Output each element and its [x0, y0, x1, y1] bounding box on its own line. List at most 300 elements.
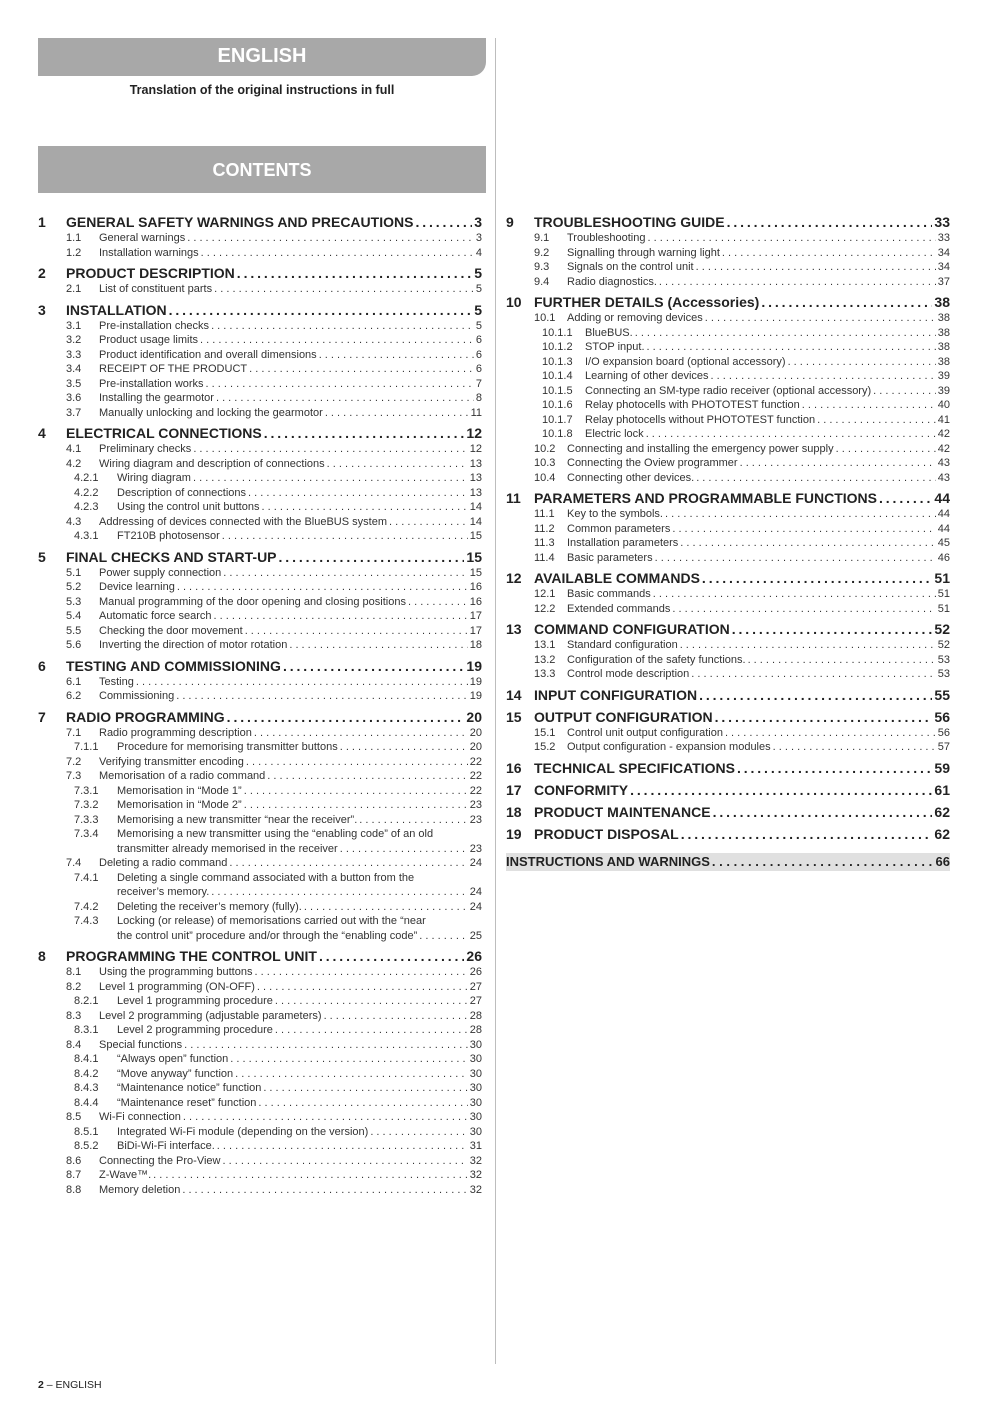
entry-title: Electric lock [585, 428, 644, 440]
toc-entry [38, 1139, 482, 1154]
entry-title: “Maintenance reset” function [117, 1096, 257, 1109]
entry-number: 7.4.1 [74, 871, 99, 884]
entry-title: Manual programming of the door opening and closing positions [99, 595, 406, 608]
section-number: 3 [38, 301, 46, 318]
toc-entry [38, 1067, 482, 1082]
entry-page: 26 [469, 966, 482, 978]
toc-entry [506, 355, 950, 370]
dot-leader [169, 302, 473, 319]
entry-number: 10.1.5 [542, 384, 573, 397]
dot-leader [217, 1139, 468, 1154]
entry-page: 51 [937, 602, 950, 615]
entry-page: 6 [475, 334, 482, 346]
entry-page: 14 [469, 501, 482, 513]
entry-title: Procedure for memorising transmitter buttons [117, 741, 338, 753]
entry-page: 17 [469, 624, 482, 637]
section-title: PARAMETERS AND PROGRAMMABLE FUNCTIONS [534, 490, 877, 506]
section-title: FURTHER DETAILS (Accessories) [534, 294, 760, 310]
toc-entry [38, 675, 482, 690]
toc-entry [506, 638, 950, 653]
toc-entry [506, 369, 950, 384]
entry-title: Connecting and installing the emergency power supply [567, 442, 834, 455]
toc-entry [38, 609, 482, 624]
toc-section [506, 490, 950, 565]
entry-number: 8.4.4 [74, 1096, 99, 1109]
entry-page: 30 [469, 1053, 482, 1065]
entry-title: Radio diagnostics. [567, 275, 657, 288]
entry-title: Memorising a new transmitter using the “enabling code” of an old [117, 828, 434, 840]
toc-entry [506, 246, 950, 261]
toc-entry [506, 726, 950, 741]
entry-number: 10.1.4 [542, 370, 573, 382]
entry-page: 43 [937, 471, 950, 484]
section-page: 44 [934, 490, 950, 506]
entry-title: Z-Wave™. [99, 1169, 152, 1181]
entry-page: 39 [937, 370, 950, 382]
entry-page: 42 [937, 428, 950, 440]
dot-leader [647, 340, 936, 355]
dot-leader [802, 398, 936, 413]
entry-number: 4.2.3 [74, 501, 99, 513]
dot-leader [715, 709, 933, 726]
dot-leader [630, 782, 932, 799]
toc-section-heading [506, 214, 950, 231]
toc-section [506, 570, 950, 616]
dot-leader [696, 260, 936, 275]
entry-page: 11 [470, 406, 482, 419]
entry-page: 15 [469, 566, 482, 579]
toc-section [506, 214, 950, 289]
entry-page: 27 [469, 995, 482, 1007]
entry-page: 13 [469, 472, 482, 484]
dot-leader [223, 566, 467, 581]
entry-page: 13 [469, 486, 482, 499]
toc-entry [506, 653, 950, 668]
toc-entry [506, 384, 950, 399]
toc-entry [38, 740, 482, 755]
dot-leader [691, 667, 935, 682]
entry-title: Verifying transmitter encoding [99, 755, 244, 768]
entry-title: “Maintenance notice” function [117, 1082, 262, 1094]
entry-title: Common parameters [567, 522, 671, 535]
section-number: 9 [506, 214, 514, 230]
toc-section-heading [506, 490, 950, 507]
entry-page: 57 [937, 741, 950, 753]
section-number: 6 [38, 657, 46, 674]
toc-right-column [506, 214, 950, 871]
dot-leader [359, 813, 468, 828]
entry-page: 17 [469, 610, 482, 622]
entry-title: Memorisation in “Mode 2” [117, 799, 242, 811]
entry-title: Basic parameters [567, 551, 653, 564]
entry-title: RECEIPT OF THE PRODUCT [99, 363, 248, 375]
entry-page: 41 [937, 413, 950, 426]
entry-page: 14 [469, 515, 482, 528]
entry-title: Memorisation in “Mode 1” [117, 784, 242, 797]
section-page: 20 [466, 708, 482, 725]
entry-page: 28 [469, 1024, 482, 1036]
entry-title: I/O expansion board (optional accessory) [585, 355, 786, 368]
entry-number: 5.4 [66, 610, 82, 622]
toc-section [506, 826, 950, 843]
toc-entry [38, 231, 482, 246]
footer-language: ENGLISH [55, 1379, 102, 1391]
footer-page-number: 2 [38, 1379, 44, 1391]
entry-page: 51 [937, 588, 950, 600]
section-title: TECHNICAL SPECIFICATIONS [534, 759, 735, 776]
entry-title: “Always open” function [117, 1053, 229, 1065]
section-number: 7 [38, 708, 46, 725]
entry-page: 42 [937, 442, 950, 455]
footer-separator: – [43, 1379, 56, 1391]
entry-title: Installation parameters [567, 537, 679, 549]
dot-leader [740, 456, 936, 471]
entry-page: 30 [469, 1082, 482, 1094]
entry-number: 4.3.1 [74, 530, 99, 542]
toc-entry [38, 471, 482, 486]
entry-title: Output configuration - expansion modules [567, 741, 771, 753]
dot-leader [681, 826, 933, 843]
toc-entry [38, 500, 482, 515]
section-title: PRODUCT DESCRIPTION [66, 265, 235, 281]
toc-entry [38, 1110, 482, 1125]
contents-banner: CONTENTS [38, 146, 486, 193]
dot-leader [267, 769, 467, 784]
entry-page: 31 [469, 1140, 482, 1152]
entry-title: Signals on the control unit [567, 261, 694, 273]
dot-leader [408, 595, 468, 610]
toc-section [506, 621, 950, 682]
column-divider [495, 38, 496, 1364]
entry-page: 45 [937, 537, 950, 549]
entry-number: 8.3 [66, 1009, 82, 1022]
entry-number: 4.1 [66, 443, 82, 455]
entry-title: Manually unlocking and locking the gearmotor [99, 406, 323, 419]
toc-entry [38, 1023, 482, 1038]
entry-number: 5.1 [66, 566, 82, 579]
entry-page: 43 [937, 457, 950, 469]
toc-entry [38, 246, 482, 261]
entry-number: 3.2 [66, 334, 82, 346]
entry-page: 32 [469, 1154, 482, 1167]
dot-leader [184, 1038, 468, 1053]
entry-page: 15 [469, 530, 482, 542]
toc-highlight-entry [506, 853, 950, 871]
entry-number: 8.8 [66, 1183, 82, 1196]
entry-title: Relay photocells with PHOTOTEST function [585, 399, 800, 411]
entry-number: 11.1 [534, 508, 555, 520]
entry-title: BlueBUS. [585, 326, 633, 339]
section-title: FINAL CHECKS AND START-UP [66, 548, 277, 565]
entry-page: 5 [475, 319, 482, 332]
entry-title: FT210B photosensor [117, 530, 220, 542]
dot-leader [275, 994, 468, 1009]
toc-entry [38, 1009, 482, 1024]
toc-entry [38, 856, 482, 871]
toc-entry [506, 427, 950, 442]
entry-page: 20 [469, 741, 482, 753]
toc-entry [38, 391, 482, 406]
toc-entry-line [74, 885, 482, 900]
dot-leader [237, 265, 472, 282]
entry-number: 10.1.1 [542, 326, 573, 339]
entry-number: 5.6 [66, 639, 82, 651]
dot-leader [246, 755, 468, 770]
section-title: PRODUCT DISPOSAL [534, 825, 679, 842]
toc-entry [38, 1081, 482, 1096]
entry-number: 8.2.1 [74, 995, 99, 1007]
entry-number: 4.2.2 [74, 486, 99, 499]
entry-number: 12.1 [534, 588, 556, 600]
entry-title: Control mode description [567, 668, 690, 680]
toc-entry [506, 456, 950, 471]
section-title: PRODUCT MAINTENANCE [534, 803, 711, 820]
entry-title: Extended commands [567, 602, 671, 615]
entry-number: 3.7 [66, 406, 82, 419]
entry-number: 5.2 [66, 581, 82, 593]
dot-leader [319, 948, 464, 965]
dot-leader [177, 580, 468, 595]
entry-page: 23 [469, 799, 482, 811]
toc-entry [506, 311, 950, 326]
entry-title: Wiring diagram [117, 472, 191, 484]
entry-number: 8.1 [66, 966, 82, 978]
entry-page: 53 [937, 653, 950, 666]
entry-number: 7.3.3 [74, 813, 99, 826]
dot-leader [712, 853, 934, 871]
entry-title: Signalling through warning light [567, 246, 720, 259]
entry-page: 5 [475, 283, 482, 295]
section-page: 5 [474, 301, 482, 318]
toc-section-heading [38, 658, 482, 675]
section-number: 16 [506, 759, 522, 776]
entry-page: 13 [469, 457, 482, 470]
entry-title: Control unit output configuration [567, 726, 723, 739]
dot-leader [211, 885, 467, 900]
toc-section-heading [38, 549, 482, 566]
entry-number: 8.3.1 [74, 1024, 99, 1036]
section-title: ELECTRICAL CONNECTIONS [66, 425, 262, 441]
section-page: 12 [466, 425, 482, 441]
entry-title: Memorising a new transmitter “near the receiver”. [117, 813, 358, 826]
entry-title: Commissioning [99, 690, 175, 702]
toc-entry-line [74, 914, 482, 929]
dot-leader [727, 214, 933, 231]
entry-number: 13.1 [534, 639, 556, 651]
section-number: 19 [506, 825, 522, 842]
entry-title: Relay photocells without PHOTOTEST function [585, 413, 816, 426]
entry-title: Deleting a single command associated with a button from the [117, 871, 415, 884]
dot-leader [699, 687, 932, 704]
dot-leader [646, 427, 936, 442]
section-page: 51 [934, 570, 950, 586]
toc-entry [38, 980, 482, 995]
highlight-line [506, 853, 950, 871]
entry-title: Wi-Fi connection [99, 1111, 181, 1123]
toc-entry [38, 362, 482, 377]
dot-leader [696, 471, 936, 486]
entry-page: 46 [937, 551, 950, 564]
entry-page: 53 [937, 668, 950, 680]
dot-leader [702, 570, 933, 587]
dot-leader [680, 536, 935, 551]
entry-page: 22 [469, 755, 482, 768]
dot-leader [264, 425, 465, 442]
toc-entry-line [74, 827, 482, 842]
entry-number: 10.1.3 [542, 355, 573, 368]
section-number: 17 [506, 781, 522, 798]
entry-title: Locking (or release) of memorisations carried out with the “near [117, 915, 426, 927]
entry-page: 7 [475, 377, 482, 390]
entry-title: Troubleshooting [567, 232, 646, 244]
dot-leader [248, 486, 468, 501]
section-number: 15 [506, 708, 522, 725]
section-title: GENERAL SAFETY WARNINGS AND PRECAUTIONS [66, 214, 414, 230]
toc-section-heading [506, 621, 950, 638]
entry-title: Deleting the receiver’s memory (fully). [117, 900, 302, 913]
entry-number: 8.5.1 [74, 1125, 99, 1138]
toc-entry [38, 595, 482, 610]
dot-leader [635, 326, 936, 341]
dot-leader [230, 1052, 467, 1067]
entry-title: Memorisation of a radio command [99, 770, 266, 782]
entry-page: 16 [469, 581, 482, 593]
dot-leader [279, 549, 465, 566]
dot-leader [737, 760, 932, 777]
entry-number: 2.1 [66, 283, 82, 295]
dot-leader [761, 294, 932, 311]
highlight-page: 66 [935, 853, 950, 869]
entry-number: 9.4 [534, 275, 550, 288]
entry-title: Device learning [99, 581, 175, 593]
entry-page: 33 [937, 232, 950, 244]
entry-title-continued: transmitter already memorised in the receiver [117, 842, 338, 855]
entry-page: 6 [475, 363, 482, 375]
toc-entry [38, 965, 482, 980]
entry-number: 10.1.7 [542, 413, 573, 426]
entry-number: 13.2 [534, 653, 556, 666]
dot-leader [193, 442, 467, 457]
entry-number: 11.4 [534, 551, 555, 564]
toc-entry [38, 529, 482, 544]
entry-number: 8.4.3 [74, 1082, 99, 1094]
toc-entry-line [74, 929, 482, 944]
section-number: 2 [38, 265, 46, 281]
entry-page: 18 [469, 639, 482, 651]
entry-title: Using the programming buttons [99, 966, 253, 978]
entry-page: 30 [469, 1096, 482, 1109]
toc-section-heading [506, 804, 950, 821]
dot-leader [873, 384, 936, 399]
entry-number: 13.3 [534, 668, 556, 680]
highlight-title: INSTRUCTIONS AND WARNINGS [506, 853, 710, 869]
section-title: COMMAND CONFIGURATION [534, 621, 730, 637]
toc-entry [38, 442, 482, 457]
entry-number: 6.2 [66, 690, 82, 702]
entry-title: Key to the symbols. [567, 508, 663, 520]
toc-entry [506, 340, 950, 355]
toc-entry [38, 827, 482, 856]
dot-leader [289, 638, 467, 653]
entry-number: 8.5.2 [74, 1140, 99, 1152]
dot-leader [201, 246, 474, 261]
dot-leader [304, 900, 468, 915]
entry-number: 7.1 [66, 726, 82, 739]
toc-entry [38, 871, 482, 900]
toc-entry [38, 1125, 482, 1140]
entry-page: 19 [469, 690, 482, 702]
section-number: 12 [506, 570, 522, 586]
entry-number: 10.1 [534, 312, 556, 324]
entry-page: 37 [937, 275, 950, 288]
entry-page: 30 [469, 1038, 482, 1051]
entry-number: 8.4 [66, 1038, 82, 1051]
toc-section [38, 549, 482, 653]
dot-leader [389, 515, 468, 530]
dot-leader [229, 856, 467, 871]
toc-entry [38, 1168, 482, 1183]
entry-number: 8.4.1 [74, 1053, 99, 1065]
entry-number: 7.4.2 [74, 900, 99, 913]
entry-number: 5.5 [66, 624, 82, 637]
dot-leader [275, 1023, 468, 1038]
toc-entry [38, 377, 482, 392]
entry-page: 30 [469, 1125, 482, 1138]
section-title: TROUBLESHOOTING GUIDE [534, 214, 725, 230]
entry-number: 1.1 [66, 232, 82, 244]
entry-title: Level 1 programming (ON-OFF) [99, 980, 255, 993]
toc-entry [506, 326, 950, 341]
entry-number: 3.4 [66, 363, 82, 375]
toc-entry [506, 398, 950, 413]
entry-page: 22 [469, 784, 482, 797]
entry-page: 16 [469, 595, 482, 608]
toc-left-column [38, 214, 482, 1197]
dot-leader [788, 355, 936, 370]
entry-title-continued: receiver’s memory. [117, 886, 210, 898]
section-page: 33 [934, 214, 950, 230]
toc-entry [506, 602, 950, 617]
entry-title: Power supply connection [99, 566, 222, 579]
entry-title: Product identification and overall dimensions [99, 348, 317, 361]
toc-entry [38, 457, 482, 472]
section-title: PROGRAMMING THE CONTROL UNIT [66, 948, 317, 964]
entry-number: 10.1.2 [542, 341, 573, 353]
entry-title: Level 2 programming (adjustable parameters) [99, 1009, 322, 1022]
dot-leader [672, 522, 935, 537]
toc-entry [38, 638, 482, 653]
entry-page: 25 [469, 929, 482, 942]
toc-section [506, 294, 950, 485]
dot-leader [647, 231, 935, 246]
toc-section-heading [506, 782, 950, 799]
toc-entry [506, 275, 950, 290]
section-page: 62 [934, 803, 950, 820]
language-banner: ENGLISH [38, 38, 486, 76]
entry-number: 10.3 [534, 457, 556, 469]
toc-section-heading [506, 760, 950, 777]
entry-title: Preliminary checks [99, 443, 192, 455]
dot-leader [176, 689, 468, 704]
entry-number: 8.6 [66, 1154, 82, 1167]
toc-entry [38, 566, 482, 581]
toc-entry [38, 1154, 482, 1169]
section-page: 19 [466, 657, 482, 674]
entry-title: Installing the gearmotor [99, 392, 214, 404]
dot-leader [324, 1009, 468, 1024]
entry-page: 6 [475, 348, 482, 361]
dot-leader [722, 246, 936, 261]
